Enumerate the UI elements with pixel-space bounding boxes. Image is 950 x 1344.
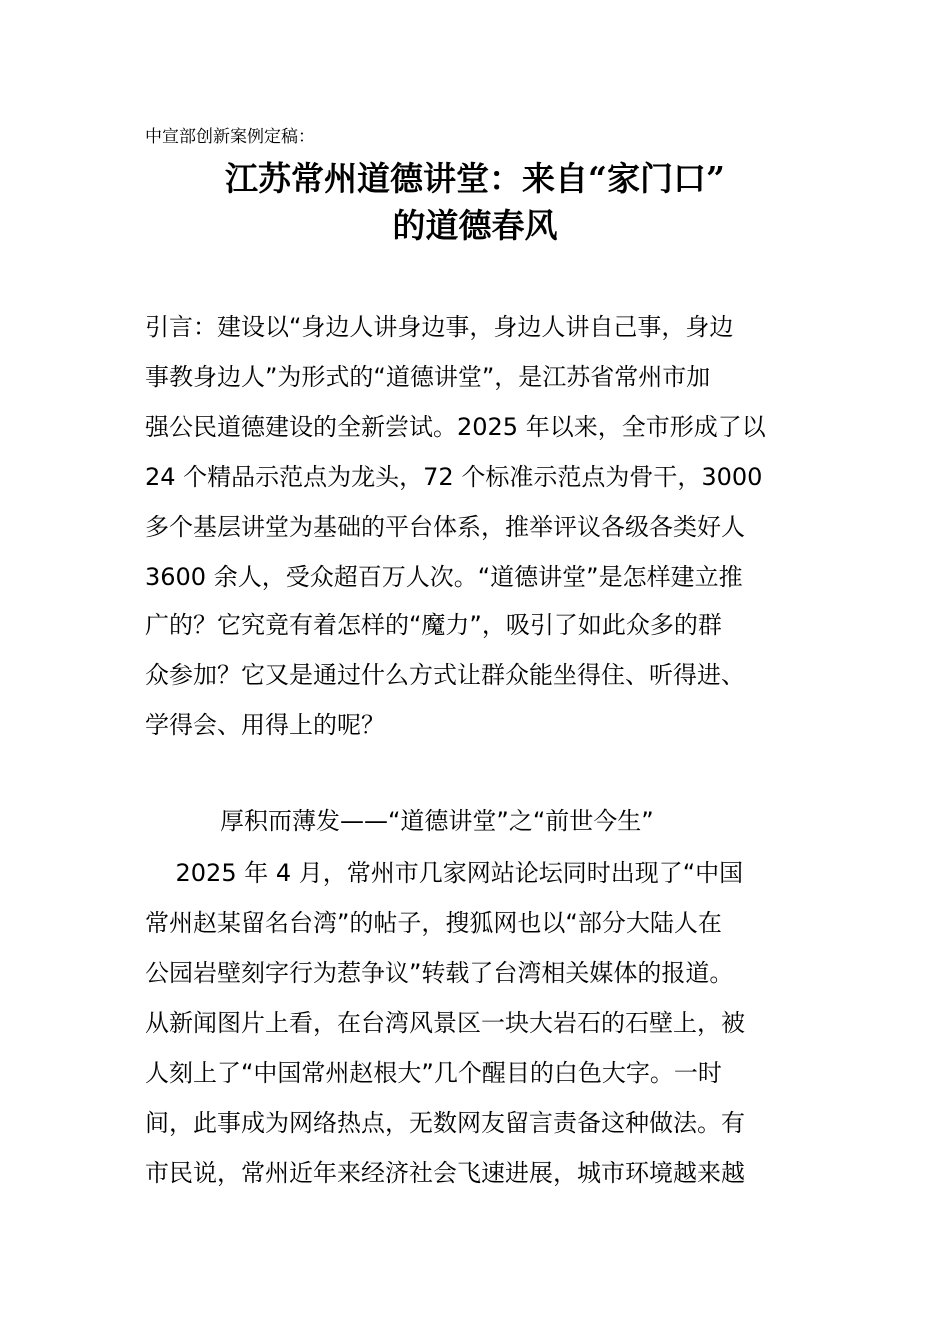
intro-line: 强公民道德建设的全新尝试。2025 年以来，全市形成了以 — [145, 413, 766, 441]
intro-line: 事教身边人”为形式的“道德讲堂”，是江苏省常州市加 — [145, 363, 711, 391]
intro-line: 多个基层讲堂为基础的平台体系，推举评议各级各类好人 — [145, 513, 745, 541]
section-heading: 厚积而薄发——“道德讲堂”之“前世今生” — [220, 807, 654, 835]
intro-line: 24 个精品示范点为龙头，72 个标准示范点为骨干，3000 — [145, 463, 763, 491]
intro-line: 3600 余人，受众超百万人次。“道德讲堂”是怎样建立推 — [145, 563, 743, 591]
intro-line: 众参加？它又是通过什么方式让群众能坐得住、听得进、 — [145, 661, 745, 689]
intro-line: 学得会、用得上的呢？ — [145, 711, 385, 739]
header-note: 中宣部创新案例定稿： — [145, 127, 315, 147]
intro-line: 广的？它究竟有着怎样的“魔力”，吸引了如此众多的群 — [145, 611, 722, 639]
body-line: 人刻上了“中国常州赵根大”几个醒目的白色大字。一时 — [145, 1059, 722, 1087]
body-line: 市民说，常州近年来经济社会飞速进展，城市环境越来越 — [145, 1159, 745, 1187]
body-line: 间，此事成为网络热点，无数网友留言责备这种做法。有 — [145, 1109, 745, 1137]
body-line: 从新闻图片上看，在台湾风景区一块大岩石的石壁上，被 — [145, 1009, 745, 1037]
intro-line: 引言：建设以“身边人讲身边事，身边人讲自己事，身边 — [145, 313, 734, 341]
body-line: 常州赵某留名台湾”的帖子，搜狐网也以“部分大陆人在 — [145, 909, 722, 937]
body-line: 2025 年 4 月，常州市几家网站论坛同时出现了“中国 — [145, 859, 744, 887]
document-title-line-2: 的道德春风 — [392, 206, 558, 245]
body-line: 公园岩壁刻字行为惹争议”转载了台湾相关媒体的报道。 — [145, 959, 734, 987]
document-title-line-1: 江苏常州道德讲堂：来自“家门口” — [225, 159, 725, 198]
